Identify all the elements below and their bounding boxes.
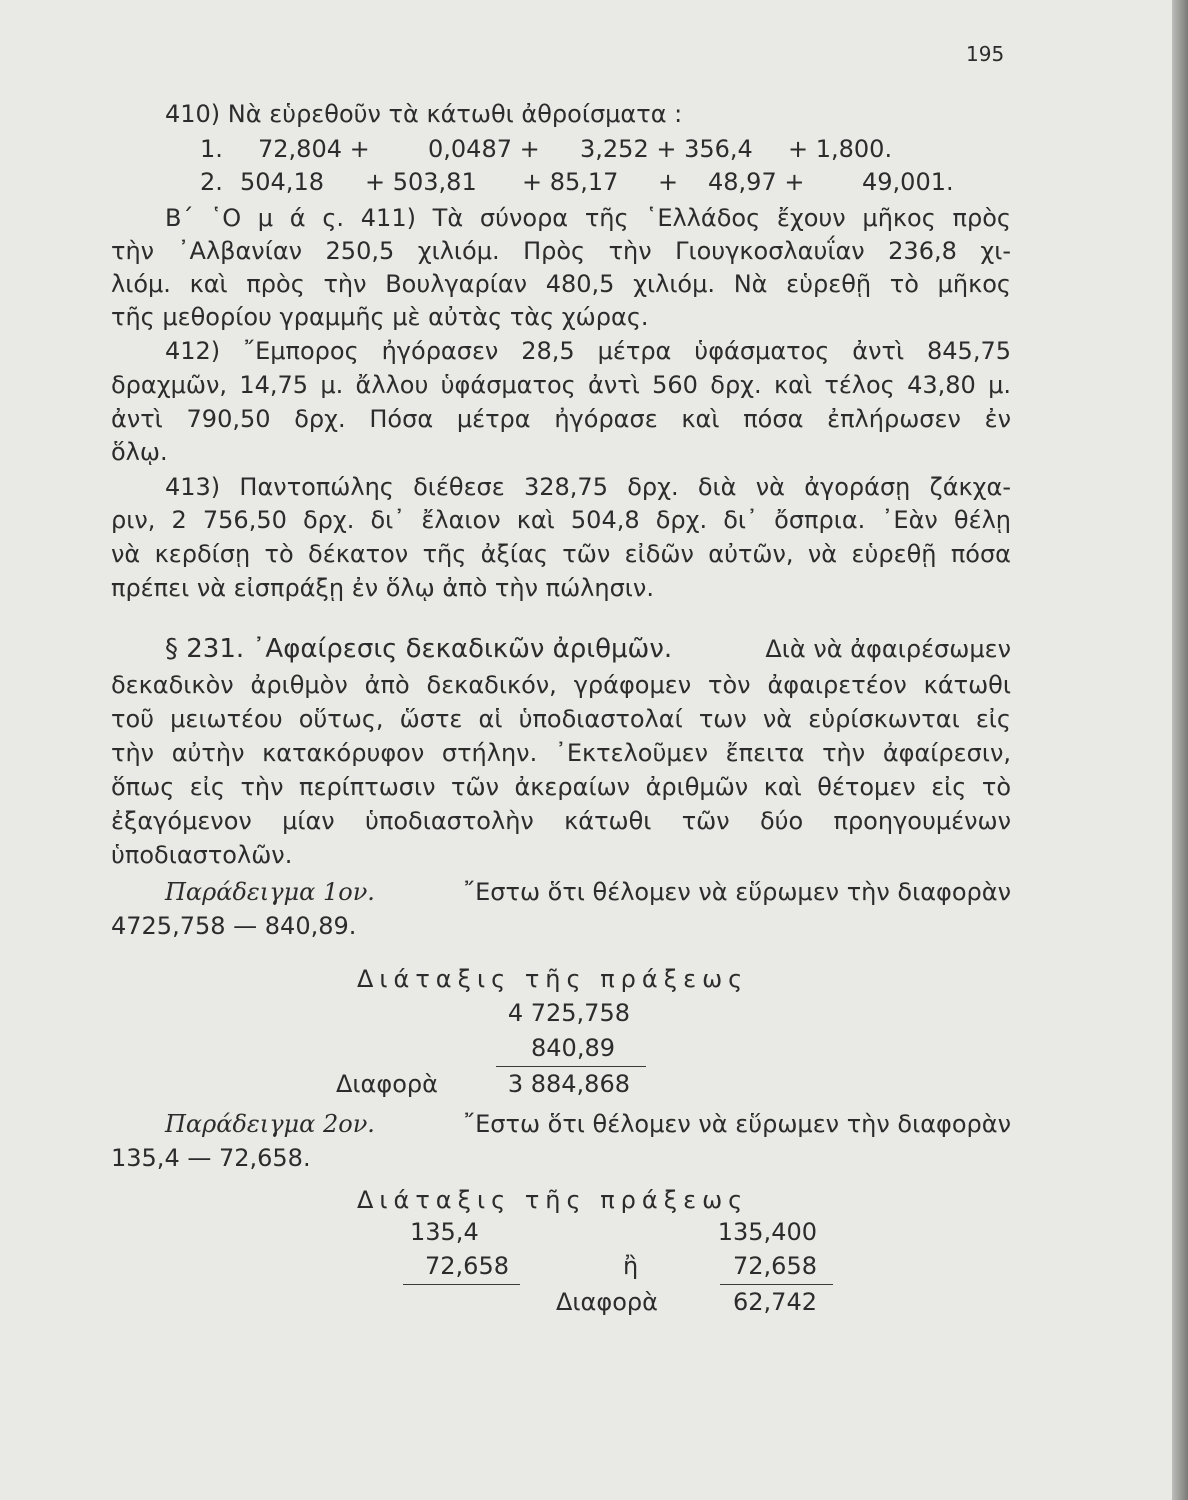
problem-413-line: 413) Παντοπώλης διέθεσε 328,75 δρχ. διὰ νὰ ἀγοράσῃ ζάκχα- (165, 473, 1011, 501)
example-expression: 4725,758 — 840,89. (111, 912, 357, 940)
section-line: ἐξαγόμενον μίαν ὑποδιαστολὴν κάτωθι τῶν δύο προηγουμένων (111, 807, 1011, 835)
problem-411-line: Β΄ ῾Ο μ ά ς. 411) Τὰ σύνορα τῆς ῾Ελλάδος ἔχουν μῆκος πρὸς (165, 204, 1011, 232)
example-expression: 135,4 — 72,658. (111, 1144, 311, 1172)
problem-412-line: δραχμῶν, 14,75 μ. ἄλλου ὑφάσματος ἀντὶ 560 δρχ. καὶ τέλος 43,80 μ. (111, 371, 1011, 399)
subtraction-rule-right (720, 1284, 833, 1285)
problem-411-line: λιόμ. καὶ πρὸς τὴν Βουλγαρίαν 480,5 χιλιόμ. Νὰ εὑρεθῇ τὸ μῆκος (111, 270, 1011, 298)
example-2-line (165, 1109, 1011, 1139)
problem-413-line: νὰ κερδίσῃ τὸ δέκατον τῆς ἀξίας τῶν εἰδῶν αὐτῶν, νὰ εὑρεθῇ πόσα (111, 540, 1011, 568)
example-1-line (165, 877, 1011, 907)
left-subtrahend: 72,658 (425, 1252, 509, 1280)
difference-result: 62,742 (733, 1288, 817, 1316)
sum-term: 504,18 (240, 168, 324, 196)
sum-term: 0,0487 + (428, 135, 540, 163)
problem-412-line: ὅλῳ. (111, 438, 168, 466)
difference-label: Διαφορὰ (556, 1288, 658, 1316)
example-text: ῎Εστω ὅτι θέλομεν νὰ εὕρωμεν τὴν διαφορὰν (463, 1110, 1011, 1138)
sum-index: 1. (200, 135, 223, 163)
section-line: δεκαδικὸν ἀριθμὸν ἀπὸ δεκαδικόν, γράφομεν τὸν ἀφαιρετέον κάτωθι (111, 671, 1011, 699)
sum-term: + 1,800. (788, 135, 893, 163)
problem-412-line: ἀντὶ 790,50 δρχ. Πόσα μέτρα ἠγόρασε καὶ πόσα ἐπλήρωσεν ἐν (111, 405, 1011, 433)
section-text: Διὰ νὰ ἀφαιρέσωμεν (765, 635, 1011, 663)
sum-term: 72,804 + (258, 135, 370, 163)
sum-term: + 85,17 (522, 168, 619, 196)
section-line: τοῦ μειωτέου οὕτως, ὥστε αἱ ὑποδιαστολαί των νὰ εὑρίσκωνται εἰς (111, 705, 1011, 733)
problem-412-line: 412) ῎Εμπορος ἠγόρασεν 28,5 μέτρα ὑφάσματος ἀντὶ 845,75 (165, 337, 1011, 365)
difference-result: 3 884,868 (507, 1070, 630, 1098)
sum-term: 3,252 + 356,4 (580, 135, 753, 163)
problem-411-line: τὴν ᾿Αλβανίαν 250,5 χιλιόμ. Πρὸς τὴν Γιουγκοσλαυΐαν 236,8 χι- (111, 237, 1011, 265)
right-minuend: 135,400 (717, 1218, 817, 1246)
sum-term: + 503,81 (365, 168, 477, 196)
right-subtrahend: 72,658 (733, 1252, 817, 1280)
example-text: ῎Εστω ὅτι θέλομεν νὰ εὕρωμεν τὴν διαφορὰν (463, 878, 1011, 906)
problem-410-intro: 410) Νὰ εὑρεθοῦν τὰ κάτωθι ἀθροίσματα : (165, 100, 683, 128)
problem-413-line: πρέπει νὰ εἰσπράξῃ ἐν ὅλῳ ἀπὸ τὴν πώλησιν. (111, 574, 654, 602)
subtraction-rule-left (403, 1284, 520, 1285)
sum-term: + (658, 168, 679, 196)
section-line: ὑποδιαστολῶν. (111, 841, 293, 869)
example-label: Παράδειγμα 1ον. (165, 878, 375, 906)
example-label: Παράδειγμα 2ον. (165, 1110, 375, 1138)
section-line: ὅπως εἰς τὴν περίπτωσιν τῶν ἀκεραίων ἀριθμῶν καὶ θέτομεν εἰς τὸ (111, 773, 1011, 801)
operation-layout-title: Διάταξις τῆς πράξεως (357, 965, 749, 993)
section-line: τὴν αὐτὴν κατακόρυφον στήλην. ᾿Εκτελοῦμεν ἔπειτα τὴν ἀφαίρεσιν, (111, 739, 1011, 767)
operation-layout-title: Διάταξις τῆς πράξεως (357, 1186, 749, 1214)
difference-label: Διαφορὰ (336, 1070, 438, 1098)
sum-term: 49,001. (862, 168, 954, 196)
subtrahend: 840,89 (531, 1034, 615, 1062)
sum-term: 48,97 + (708, 168, 805, 196)
left-minuend: 135,4 (410, 1218, 479, 1246)
or-word: ἢ (623, 1252, 639, 1280)
page-edge (1172, 0, 1188, 1500)
subtraction-rule (496, 1066, 646, 1067)
sum-index: 2. (200, 168, 223, 196)
page-number: 195 (966, 42, 1005, 66)
section-heading: § 231. ᾿Αφαίρεσις δεκαδικῶν ἀριθμῶν. (165, 634, 673, 664)
problem-413-line: ριν, 2 756,50 δρχ. δι᾿ ἔλαιον καὶ 504,8 δρχ. δι᾿ ὄσπρια. ᾿Εὰν θέλῃ (111, 506, 1011, 534)
section-231-first-line (165, 634, 1011, 664)
problem-411-line: τῆς μεθορίου γραμμῆς μὲ αὐτὰς τὰς χώρας. (111, 303, 649, 331)
minuend: 4 725,758 (507, 999, 630, 1027)
